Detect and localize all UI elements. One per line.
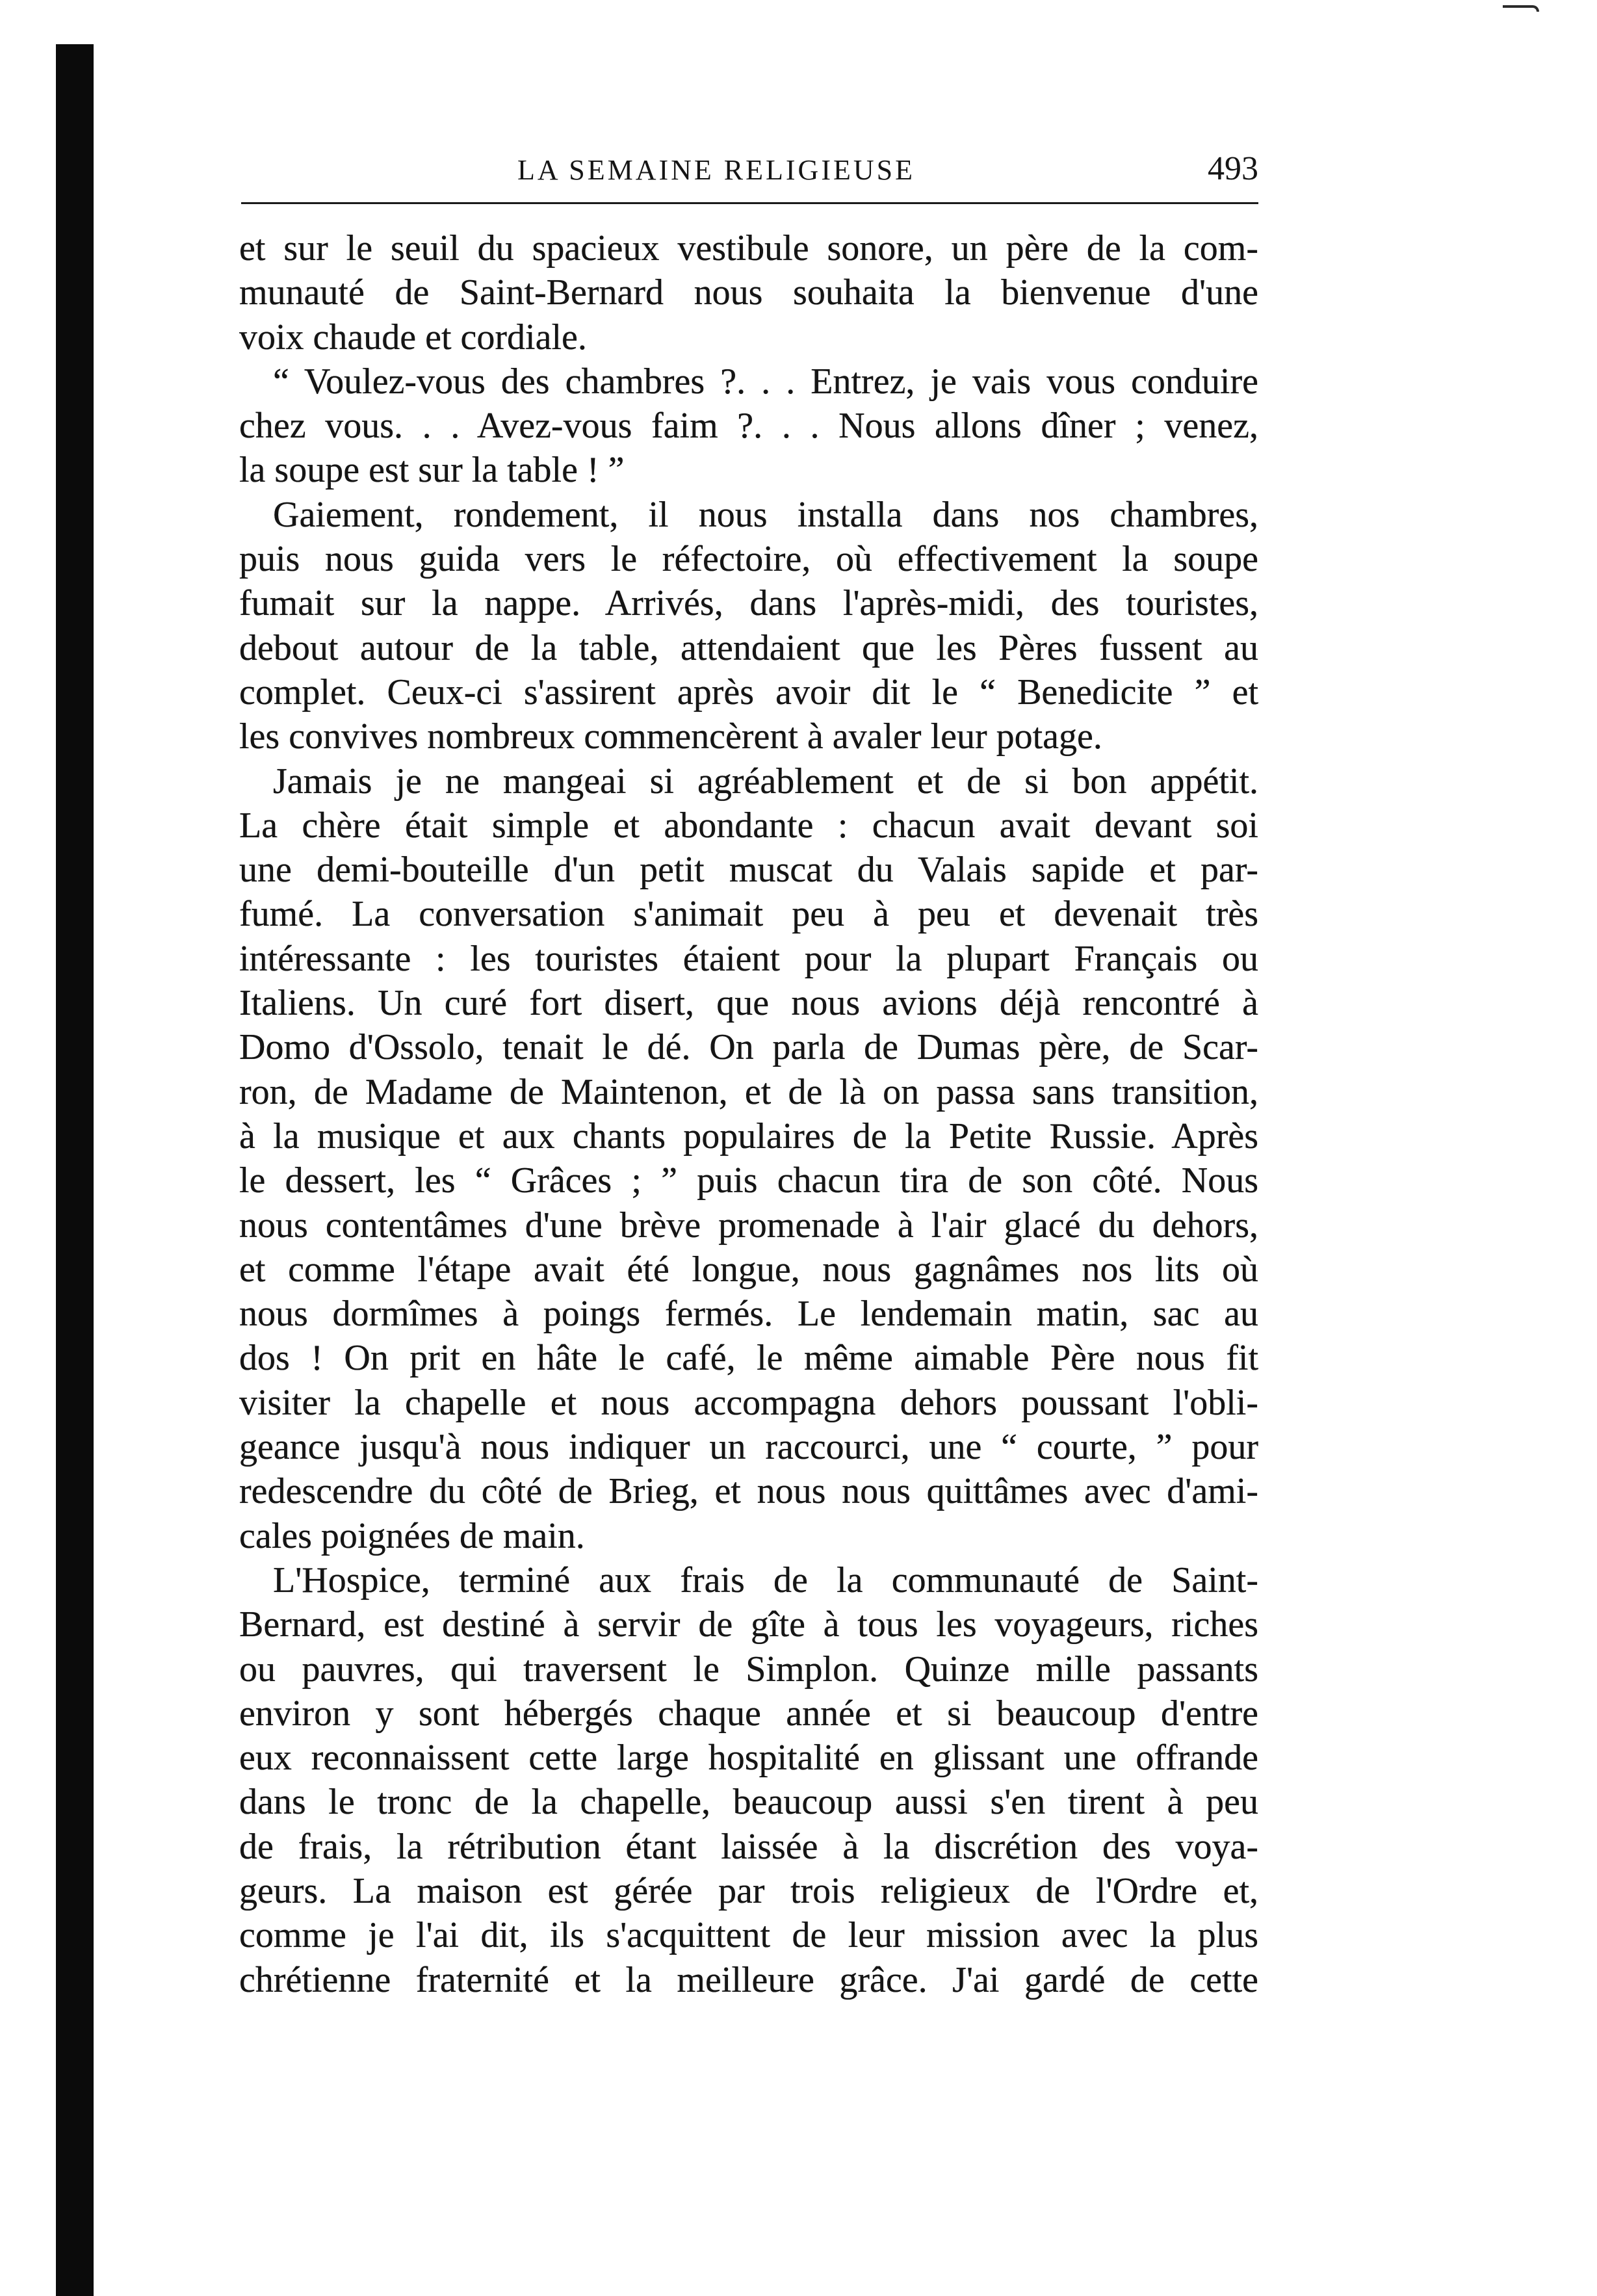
text-line: puis nous guida vers le réfectoire, où effectivement la soupe <box>239 539 1258 580</box>
text-line: geurs. La maison est gérée par trois religieux de l'Ordre et, <box>239 1870 1258 1911</box>
text-line: nous dormîmes à poings fermés. Le lendemain matin, sac au <box>239 1294 1258 1335</box>
text-line: de frais, la rétribution étant laissée à la discrétion des voya- <box>239 1826 1258 1867</box>
text-line: ou pauvres, qui traversent le Simplon. Quinze mille passants <box>239 1649 1258 1689</box>
running-title: LA SEMAINE RELIGIEUSE <box>517 154 915 186</box>
text-line: debout autour de la table, attendaient que les Pères fussent au <box>239 627 1258 668</box>
text-line: et sur le seuil du spacieux vestibule sonore, un père de la com- <box>239 228 1258 268</box>
text-line: chez vous. . . Avez-vous faim ?. . . Nous allons dîner ; venez, <box>239 406 1258 447</box>
text-line: à la musique et aux chants populaires de la Petite Russie. Après <box>239 1115 1258 1156</box>
text-line: complet. Ceux-ci s'assirent après avoir dit le “ Benedicite ” et <box>239 672 1258 712</box>
text-line: La chère était simple et abondante : chacun avait devant soi <box>239 805 1258 846</box>
text-line: et comme l'étape avait été longue, nous gagnâmes nos lits où <box>239 1249 1258 1290</box>
text-line: comme je l'ai dit, ils s'acquittent de leur mission avec la plus <box>239 1915 1258 1956</box>
text-line: le dessert, les “ Grâces ; ” puis chacun tira de son côté. Nous <box>239 1160 1258 1201</box>
paragraph <box>239 226 1258 359</box>
text-line: fumé. La conversation s'animait peu à peu et devenait très <box>239 894 1258 935</box>
scan-corner-mark <box>1503 5 1539 12</box>
text-line: la soupe est sur la table ! ” <box>239 450 625 491</box>
text-line: dos ! On prit en hâte le café, le même aimable Père nous fit <box>239 1338 1258 1379</box>
paragraph <box>239 759 1258 1558</box>
page-number: 493 <box>1208 150 1258 187</box>
text-line: chrétienne fraternité et la meilleure grâce. J'ai gardé de cette <box>239 1959 1258 2000</box>
text-line: une demi-bouteille d'un petit muscat du Valais sapide et par- <box>239 850 1258 891</box>
paragraph <box>239 359 1258 493</box>
text-line: geance jusqu'à nous indiquer un raccourci, une “ courte, ” pour <box>239 1427 1258 1468</box>
text-line: environ y sont hébergés chaque année et si beaucoup d'entre <box>239 1693 1258 1734</box>
text-line: redescendre du côté de Brieg, et nous nous quittâmes avec d'ami- <box>239 1471 1258 1512</box>
text-line: fumait sur la nappe. Arrivés, dans l'après-midi, des touristes, <box>239 583 1258 624</box>
page-body <box>239 226 1258 2002</box>
header-rule <box>241 202 1258 204</box>
paragraph <box>239 493 1258 759</box>
text-line: munauté de Saint-Bernard nous souhaita la bienvenue d'une <box>239 272 1258 313</box>
text-line: Italiens. Un curé fort disert, que nous avions déjà rencontré à <box>239 983 1258 1024</box>
text-line: visiter la chapelle et nous accompagna dehors poussant l'obli- <box>239 1382 1258 1423</box>
text-line: Bernard, est destiné à servir de gîte à tous les voyageurs, riches <box>239 1604 1258 1645</box>
text-line: “ Voulez-vous des chambres ?. . . Entrez, je vais vous conduire <box>273 361 1258 402</box>
text-line: cales poignées de main. <box>239 1515 585 1556</box>
text-line: les convives nombreux commencèrent à avaler leur potage. <box>239 716 1102 757</box>
text-line: Gaiement, rondement, il nous installa dans nos chambres, <box>273 494 1258 535</box>
text-line: Domo d'Ossolo, tenait le dé. On parla de Dumas père, de Scar- <box>239 1027 1258 1068</box>
paragraph <box>239 1558 1258 2002</box>
text-line: voix chaude et cordiale. <box>239 317 587 358</box>
text-line: dans le tronc de la chapelle, beaucoup aussi s'en tirent à peu <box>239 1782 1258 1823</box>
text-line: ron, de Madame de Maintenon, et de là on passa sans transition, <box>239 1071 1258 1112</box>
text-line: nous contentâmes d'une brève promenade à l'air glacé du dehors, <box>239 1205 1258 1246</box>
text-line: Jamais je ne mangeai si agréablement et de si bon appétit. <box>273 761 1258 802</box>
text-line: L'Hospice, terminé aux frais de la communauté de Saint- <box>273 1559 1258 1600</box>
text-line: intéressante : les touristes étaient pour la plupart Français ou <box>239 938 1258 979</box>
text-line: eux reconnaissent cette large hospitalité en glissant une offrande <box>239 1738 1258 1779</box>
scan-border-strip <box>56 44 94 2296</box>
